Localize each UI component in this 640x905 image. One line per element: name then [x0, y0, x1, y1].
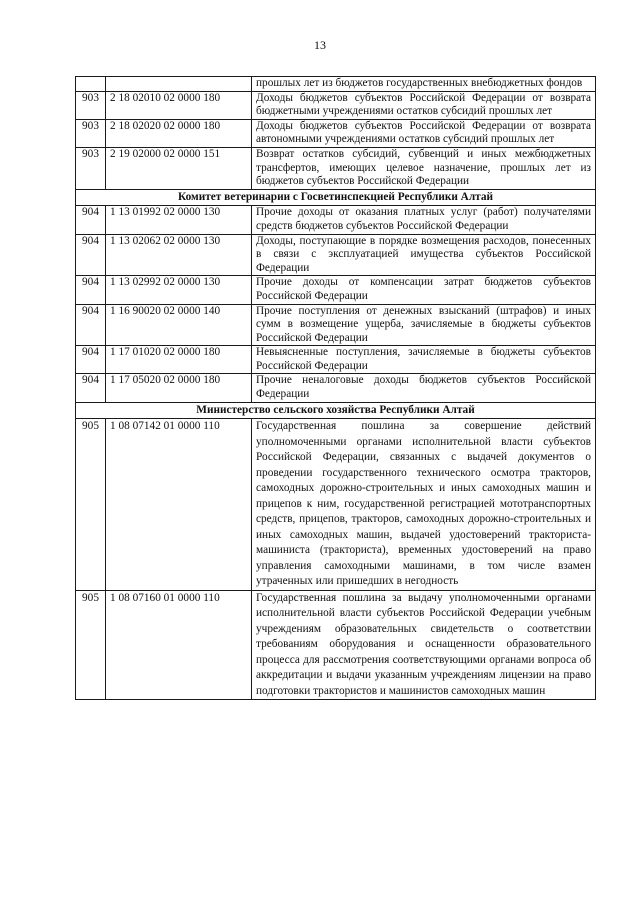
- budget-code-cell: 1 16 90020 02 0000 140: [106, 304, 252, 346]
- table-row: [76, 234, 596, 276]
- table-body: [76, 77, 596, 700]
- admin-code-cell: 904: [76, 346, 106, 374]
- revenue-name-cell: Государственная пошлина за совершение действий уполномоченными органами исполнительной власти субъектов Российской Федерации, связанных с выдачей документов о проведении государственного технического осмотра тракторов, самоходных дорожно-строительных и иных самоходных машин и прицепов к ним, государственной регистрацией мототранспортных средств, прицепов, тракторов, самоходных дорожно-строительных и иных самоходных машин, выдачей удостоверений тракториста-машиниста (тракториста), временных удостоверений на право управления самоходными машинами, в том числе взамен утраченных или пришедших в негодность: [252, 419, 596, 591]
- revenue-codes-table: [75, 76, 596, 700]
- revenue-name-cell: Невыясненные поступления, зачисляемые в бюджеты субъектов Российской Федерации: [252, 346, 596, 374]
- admin-code-cell: 904: [76, 234, 106, 276]
- table-row: [76, 77, 596, 92]
- budget-code-cell: 1 13 02992 02 0000 130: [106, 276, 252, 304]
- budget-code-cell: 1 13 01992 02 0000 130: [106, 206, 252, 234]
- revenue-name-cell: Прочие поступления от денежных взысканий (штрафов) и иных сумм в возмещение ущерба, зачисляемые в бюджеты субъектов Российской Федерации: [252, 304, 596, 346]
- budget-code-cell: 1 08 07160 01 0000 110: [106, 590, 252, 700]
- page-number: 13: [314, 38, 326, 52]
- table-row: [76, 119, 596, 147]
- admin-code-cell: 904: [76, 206, 106, 234]
- budget-code-cell: 1 17 05020 02 0000 180: [106, 374, 252, 402]
- section-title: Комитет ветеринарии с Госветинспекцией Республики Алтай: [76, 189, 596, 206]
- revenue-name-cell: Государственная пошлина за выдачу уполномоченными органами исполнительной власти субъектов Российской Федерации учебным учреждениям образовательных свидетельств о соответствии требованиям оборудования и оснащенности образовательного процесса для рассмотрения соответствующими органами вопроса об аккредитации и выдачи указанным учреждениям лицензии на право подготовки трактористов и машинистов самоходных машин: [252, 590, 596, 700]
- revenue-name-cell: Доходы, поступающие в порядке возмещения расходов, понесенных в связи с эксплуатацией имущества субъектов Российской Федерации: [252, 234, 596, 276]
- budget-code-cell: 2 18 02020 02 0000 180: [106, 119, 252, 147]
- revenue-name-cell: Доходы бюджетов субъектов Российской Федерации от возврата бюджетными учреждениями остатков субсидий прошлых лет: [252, 91, 596, 119]
- table-row: [76, 276, 596, 304]
- admin-code-cell: 905: [76, 419, 106, 591]
- section-header-row: [76, 189, 596, 206]
- admin-code-cell: 904: [76, 304, 106, 346]
- table-row: [76, 590, 596, 700]
- table-row: [76, 346, 596, 374]
- budget-code-cell: 2 18 02010 02 0000 180: [106, 91, 252, 119]
- table-row: [76, 419, 596, 591]
- section-title: Министерство сельского хозяйства Республики Алтай: [76, 402, 596, 419]
- admin-code-cell: 904: [76, 374, 106, 402]
- revenue-name-cell: Доходы бюджетов субъектов Российской Федерации от возврата автономными учреждениями остатков субсидий прошлых лет: [252, 119, 596, 147]
- revenue-name-cell: Прочие доходы от компенсации затрат бюджетов субъектов Российской Федерации: [252, 276, 596, 304]
- budget-code-cell: 1 13 02062 02 0000 130: [106, 234, 252, 276]
- budget-code-cell: 2 19 02000 02 0000 151: [106, 147, 252, 189]
- budget-code-cell: [106, 77, 252, 92]
- admin-code-cell: 904: [76, 276, 106, 304]
- section-header-row: [76, 402, 596, 419]
- table-row: [76, 206, 596, 234]
- admin-code-cell: 903: [76, 91, 106, 119]
- table-row: [76, 91, 596, 119]
- revenue-name-cell: прошлых лет из бюджетов государственных внебюджетных фондов: [252, 77, 596, 92]
- table-row: [76, 374, 596, 402]
- admin-code-cell: 903: [76, 147, 106, 189]
- budget-code-cell: 1 17 01020 02 0000 180: [106, 346, 252, 374]
- revenue-name-cell: Прочие доходы от оказания платных услуг (работ) получателями средств бюджетов субъектов Российской Федерации: [252, 206, 596, 234]
- table-row: [76, 304, 596, 346]
- revenue-name-cell: Прочие неналоговые доходы бюджетов субъектов Российской Федерации: [252, 374, 596, 402]
- admin-code-cell: 903: [76, 119, 106, 147]
- admin-code-cell: 905: [76, 590, 106, 700]
- revenue-name-cell: Возврат остатков субсидий, субвенций и иных межбюджетных трансфертов, имеющих целевое назначение, прошлых лет из бюджетов субъектов Российской Федерации: [252, 147, 596, 189]
- budget-code-cell: 1 08 07142 01 0000 110: [106, 419, 252, 591]
- admin-code-cell: [76, 77, 106, 92]
- table-row: [76, 147, 596, 189]
